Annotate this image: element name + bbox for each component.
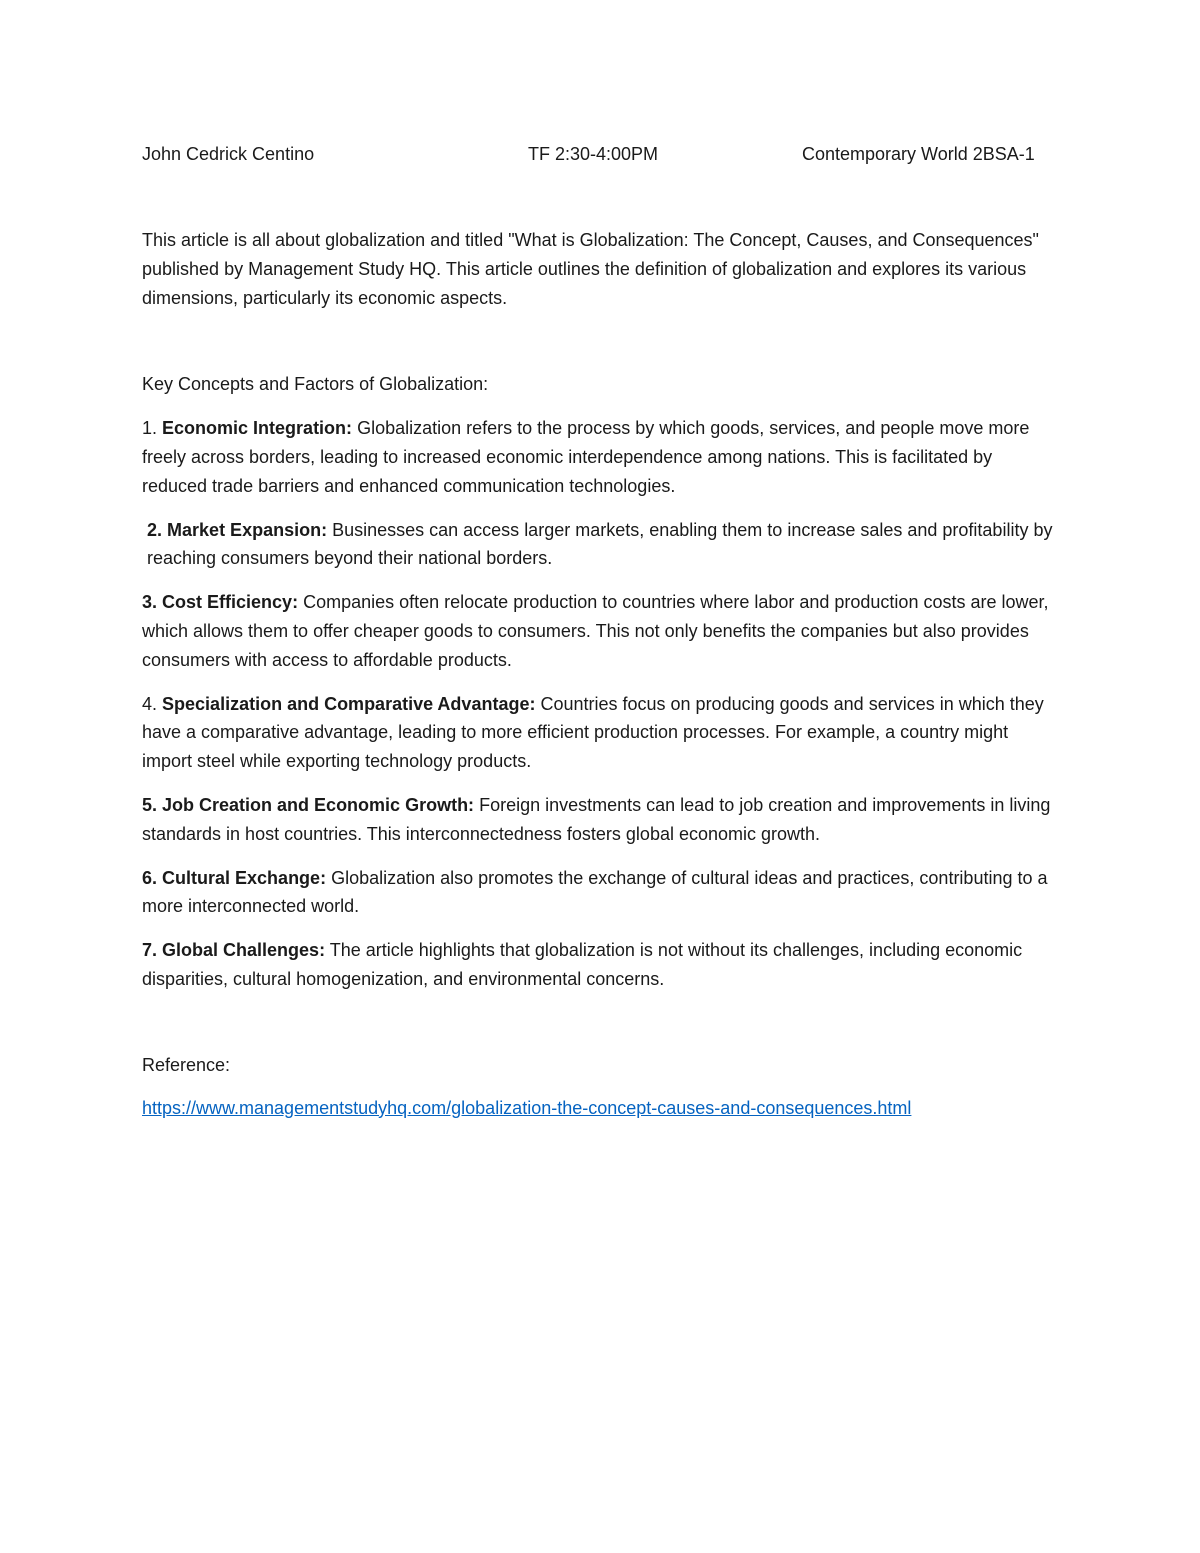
item-number: 6. (142, 867, 158, 888)
item-text: Globalization also promotes the exchange of cultural ideas and practices, contributing to a more interconnected world. (142, 867, 1048, 917)
item-number: 1. (142, 418, 158, 439)
document-body (142, 140, 1062, 1122)
student-name: John Cedrick Centino (142, 144, 315, 164)
item-number: 3. (142, 592, 158, 613)
item-text: Foreign investments can lead to job creation and improvements in living standards in host countries. This interconnectedness fosters global economic growth. (142, 794, 1051, 844)
intro-paragraph: This article is all about globalization and titled "What is Globalization: The Concept, Causes, and Consequences" published by Management Study HQ. This article outlines the definition of globalization and explores its various dimensions, particularly its economic aspects. (142, 230, 1039, 308)
item-text: Businesses can access larger markets, enabling them to increase sales and profitability by reaching consumers beyond their national borders. (147, 519, 1053, 569)
item-text: Globalization refers to the process by which goods, services, and people move more freely across borders, leading to increased economic interdependence among nations. This is facilitated by reduced trade barriers and enhanced communication technologies. (142, 418, 1030, 496)
item-label: Job Creation and Economic Growth: (162, 794, 475, 815)
course-name: Contemporary World 2BSA-1 (802, 144, 1035, 164)
reference-link[interactable]: https://www.managementstudyhq.com/globalization-the-concept-causes-and-consequences.html (142, 1097, 912, 1118)
header-row (142, 140, 1062, 170)
list-item (142, 791, 1062, 849)
list-item (142, 864, 1062, 922)
item-number: 7. (142, 940, 158, 961)
item-label: Cultural Exchange: (162, 867, 327, 888)
list-item (142, 414, 1062, 500)
item-label: Cost Efficiency: (162, 592, 299, 613)
list-item (142, 690, 1062, 776)
class-schedule: TF 2:30-4:00PM (528, 144, 659, 164)
item-label: Economic Integration: (162, 418, 353, 439)
item-text: Countries focus on producing goods and services in which they have a comparative advantage, leading to more efficient production processes. For example, a country might import steel while exporting technology products. (142, 693, 1044, 772)
list-item (142, 936, 1062, 994)
item-text: Companies often relocate production to countries where labor and production costs are lower, which allows them to offer cheaper goods to consumers. This not only benefits the companies but also provides consumers with access to affordable products. (142, 592, 1049, 670)
item-number: 5. (142, 794, 158, 815)
section-title: Key Concepts and Factors of Globalization: (142, 374, 489, 395)
item-number: 2. (147, 519, 163, 540)
item-label: Global Challenges: (162, 940, 326, 961)
item-number: 4. (142, 693, 158, 714)
item-label: Specialization and Comparative Advantage: (162, 693, 536, 714)
item-text: The article highlights that globalization is not without its challenges, including economic disparities, cultural homogenization, and environmental concerns. (142, 940, 1023, 989)
list-item (142, 588, 1062, 674)
item-label: Market Expansion: (167, 519, 328, 540)
list-item (142, 516, 1062, 574)
reference-title: Reference: (142, 1054, 231, 1075)
